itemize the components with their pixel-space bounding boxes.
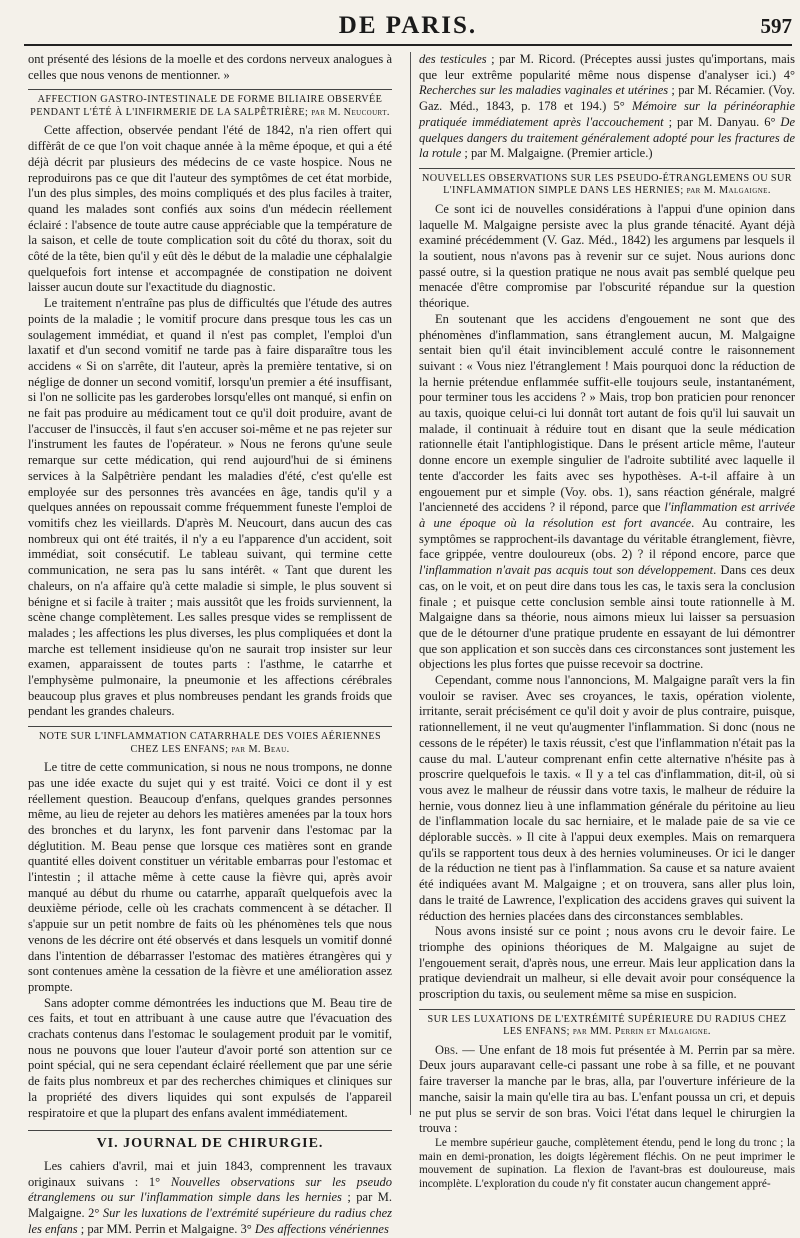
- section-author: ; par M. Neucourt.: [305, 106, 390, 118]
- section-heading-text: NOUVELLES OBSERVATIONS SUR LES PSEUDO-ÉTRANGLEMENS OU SUR L'INFLAMMATION SIMPLE DANS LES HERNIES: [422, 172, 792, 197]
- italic-title: Sur les luxations de l'extrémité supérieure du radius chez les enfans: [28, 1206, 392, 1236]
- paragraph: Cependant, comme nous l'annoncions, M. Malgaigne paraît vers la fin vouloir se raviser. Avec ses croyances, le taxis, opération violente, irritante, serait précisément ce qu'il doit y avoir de plus contraire, puisque, rationnellement, il ne veut qu'augmenter l'inflammation. Si donc (nous ne cessons de le répéter) le taxis réussit, c'est que l'inflammation n'était pas la cause du mal. L'auteur comprenant enfin cette alternative n'hésite pas à proscrire quelquefois le taxis. « Il y a tel cas d'inflammation, dit-il, où si vous avez le malheur de réussir dans votre taxis, le malheur de réduire la hernie, vous donnez lieu à une inflammation générale du péritoine au lieu de l'inflammation locale du sac herniaire, et le malade paie de sa vie ce déplorable succès. » Il cite à l'appui deux exemples. Mais on remarquera qu'ils se rapportent tous deux à des hernies volumineuses. Or ici le danger de la réduction ne tient pas à l'inflammation. Sa cause et sa nature avaient été indiquées avant M. Malgaigne ; et on trouvera, sans aller plus loin, dans le traité de Lawrence, l'explication des accidens graves qui suivent la réduction des hernies placées dans des circonstances semblables.: [419, 673, 795, 923]
- italic-title: Recherches sur les maladies vaginales et utérines: [419, 83, 669, 98]
- left-column: [28, 52, 392, 1236]
- section-heading-beau: [28, 726, 392, 756]
- paragraph: Ce sont ici de nouvelles considérations à l'appui d'une opinion dans laquelle M. Malgaigne persiste avec la plus grande ténacité. Ayant déjà examiné précédemment (V. Gaz. Méd., 1842) les argumens par lesquels il la soutient, nous n'avons pas à revenir sur ce sujet. Nous aurions donc passé outre, si la question pratique ne nous avait pas semblé quelque peu menacée d'être compromise par l'obscurité répandue sur la question théorique.: [419, 201, 795, 311]
- text-run: ; par M. Malgaigne. 2°: [28, 1190, 392, 1221]
- paragraph: [419, 312, 795, 673]
- observation-label: Obs.: [435, 1042, 459, 1057]
- paragraph: Nous avons insisté sur ce point ; nous avons cru le devoir faire. Le triomphe des opinions théoriques de M. Malgaigne au sujet de l'engouement serait, d'après nous, une erreur. Mais leur application dans la pratique deviendrait un malheur, si elle devait avoir pour conséquence la proscription du taxis, ou seulement même sa mise en suspicion.: [419, 924, 795, 1002]
- paragraph: Le titre de cette communication, si nous ne nous trompons, ne donne pas une idée exacte du sujet qui y est traité. Voici ce dont il y est réellement question. Beaucoup d'enfans, quelques grandes personnes même, au lieu de rejeter au dehors les matières amenées par la toux hors des bronches et du larynx, les font parvenir dans l'estomac par la déglutition. M. Beau pense que lorsque ces matières sont en grande quantité elles doivent constituer un véritable embarras pour l'estomac et l'intestin ; il attache même à cette cause la fièvre qui, après avoir manqué au début du rhume ou catarrhe, apparaît quelquefois avec la deuxième période, celle où les crachats commencent à se détacher. Il s'appuie sur un petit nombre de faits où les phénomènes tels que nous venons de les décrire ont été observés et dans lesquels un vomitif donné dans l'intention de débarrasser l'estomac des matières étrangères qui y sont contenues amène la cessation de la fièvre et une amélioration assez prompte.: [28, 760, 392, 994]
- paragraph-small: Le membre supérieur gauche, complètement étendu, pend le long du tronc ; la main en demi-pronation, les doigts légèrement fléchis. On ne peut imprimer le mouvement de supination. La flexion de l'avant-bras est douloureuse, mais incomplète. L'exploration du coude n'y fit constater aucun changement appré-: [419, 1137, 795, 1190]
- italic-quote: l'inflammation n'avait pas acquis tout son développement: [419, 563, 714, 578]
- running-title: DE PARIS.: [338, 12, 478, 39]
- paragraph-contents-list-cont: [419, 52, 795, 162]
- paragraph: Le traitement n'entraîne pas plus de difficultés que l'étude des autres points de la maladie ; le vomitif procure dans presque tous les cas un soulagement immédiat, et quand il n'est pas complet, l'emploi d'un laxatif et d'un second vomitif ne tarde pas à faire disparaître tous les accidens « Si on s'arrête, dit l'auteur, après la première tentative, si on néglige de donner un second vomitif, lorsqu'un premier a été insuffisant, si l'on ne sollicite pas les garderobes lorsqu'elles ont manqué, si enfin on ne fait pas produire au médicament tout ce qu'il doit produire, avant de l'accuser de l'insuccès, il faut s'en accuser soi-même et ne pas rejeter sur l'instrument les fautes de l'opérateur. » Nous ne ferons qu'une seule remarque sur cette médication, qui rend aujourd'hui de si éminens services à la Salpêtrière pendant les maladies d'été, c'est qu'elle est employée sur des personnes très avancées en âge, tandis qu'il y a quelques années on repoussait comme fréquemment funeste l'emploi de vomitifs chez les vieillards. D'après M. Neucourt, dans aucun des cas nombreux qui ont été traités, il n'y a eu l'apparence d'un accident, soit immédiat, soit consécutif. Le tableau suivant, qui termine cette communication, ne sera pas lu sans intérêt. « Tant que durent les chaleurs, on n'a affaire qu'à cette maladie si simple, le plus souvent si bénigne et si facile à traiter ; mais aussitôt que les froids surviennent, la scène change complètement. Les salles presque vides se remplissent de malades ; les affections les plus diverses, les plus compliquées et dont la marche est tellement insidieuse qu'on ne saurait trop insister sur leur examen, apparaissent de toutes parts : l'asthme, le catarrhe et l'emphysème pulmonaire, la pneumonie et les affections cérébrales beaucoup plus graves et plus nombreuses pendant les grands froids que pendant les grandes chaleurs.: [28, 296, 392, 719]
- section-author: ; par M. Beau.: [225, 743, 290, 755]
- paragraph: Cette affection, observée pendant l'été de 1842, n'a rien offert qui diffèrât de ce que l'on voit chaque année à la même époque, et qui a été déjà décrit par plusieurs des médecins de ce vaste hospice. Nous ne reproduirons pas ce que dit l'auteur des symptômes de cet état morbide, l'un des plus simples, des moins compliqués et des plus faciles à traiter, quand les malades sont confiés aux soins d'un médecin réellement éclairé : l'absence de toute autre cause appréciable que la température de la saison, et celle de toute complication soit du côté du thorax, soit du côté de la tête, bien qu'il y eût dès le début de la maladie une céphalalgie quelquefois fort intense et accompagnée de constipation ne doivent laisser aucun doute sur l'exactitude du diagnostic.: [28, 123, 392, 295]
- text-run: Les cahiers d'avril, mai et juin 1843, comprennent les travaux originaux suivans : 1°: [28, 1159, 392, 1189]
- section-heading-radius: [419, 1009, 795, 1039]
- text-run: . Dans ces deux cas, on le voit, et on peut dire dans tous les cas, le taxis sera la conclusion finale ; et puisque cette conclusion semble ainsi toute rationnelle à M. Malgaigne dans sa théorie, nous aimons mieux lui laisser sa persuasion que de le détourner d'une pratique prudente en essayant de lui démontrer que son application et son succès dans ces circonstances sont justement les objections les plus fortes que puisse recevoir sa doctrine.: [419, 563, 796, 672]
- right-column: [410, 52, 796, 1190]
- text-run: ; par M. Ricord. (Préceptes aussi justes qu'importans, mais que leur extrême popularité même nous dispense d'analyser ici.) 4°: [419, 52, 795, 82]
- italic-title: De quelques dangers du traitement généralement adopté pour les fractures de la rotule: [419, 114, 795, 161]
- text-run: ; par M. Malgaigne. (Premier article.): [461, 146, 653, 161]
- text-run: ; par M. Récamier. (Voy. Gaz. Méd., 1843, p. 178 et 194.) 5°: [419, 83, 795, 114]
- page-header: [24, 12, 792, 46]
- section-heading-hernies: [419, 168, 795, 198]
- section-heading-salpetriere: [28, 89, 392, 119]
- section-heading-text: NOTE SUR L'INFLAMMATION CATARRHALE DES VOIES AÉRIENNES CHEZ LES ENFANS: [38, 731, 382, 755]
- section-author: ; par MM. Perrin et Malgaigne.: [566, 1026, 711, 1038]
- italic-quote: l'inflammation est arrivée à une époque où la résolution est fort avancée: [419, 500, 795, 530]
- text-run: En soutenant que les accidens d'engouement ne sont que des phénomènes d'inflammation, sans étranglement aucun, M. Malgaigne sentait bien qu'il était invinciblement acculé contre le raisonnement suivant : « Vous niez l'étranglement ! Mais pourquoi donc la réduction de la hernie prétendue enflammée suffit-elle toujours seule, instantanément, pour terminer tous les accidens ? » Mais, trop bon praticien pour renoncer au taxis, quoique celui-ci lui donnât tort autant de fois qu'il lui sauvait un malade, il continuait à réduire tout en disant que la seule médication rationnelle était l'antiphlogistique. Dans le présent article même, l'auteur donne encore un exemple singulier de l'adroite subtilité avec laquelle il tente d'accorder les faits avec ses hypothèses. A-t-il affaire à un engouement pur et simple (Voy. obs. 1), sans réaction générale, malgré l'ancienneté des accidens ? il répond, parce que: [419, 311, 795, 515]
- text-run: ; par MM. Perrin et Malgaigne. 3°: [77, 1221, 255, 1236]
- section-heading-text: AFFECTION GASTRO-INTESTINALE DE FORME BILIAIRE OBSERVÉE PENDANT L'ÉTÉ À L'INFIRMERIE DE LA SALPÊTRIÈRE: [30, 94, 383, 118]
- paragraph-observation: [419, 1043, 795, 1137]
- text-run: — Une enfant de 18 mois fut présentée à M. Perrin par sa mère. Deux jours auparavant celle-ci passant une robe à sa fille, et ne pouvant faire traverser la manche par le bras, alla, par l'ouverture inférieure de la manche, saisir la main qu'elle tira au bas. L'enfant poussa un cri, et depuis ne put plus se servir de son bras. Voici l'état dans lequel le chirurgien la trouva :: [419, 1042, 795, 1136]
- continuation-paragraph: ont présenté des lésions de la moelle et des cordons nerveux analogues à celles que nous venons de mentionner. »: [28, 52, 392, 82]
- italic-title: des testicules: [419, 52, 487, 66]
- italic-title: Mémoire sur la périnéoraphie pratiquée immédiatement après l'accouchement: [419, 99, 796, 129]
- text-run: ; par M. Danyau. 6°: [663, 114, 781, 129]
- text-run: . Au contraire, les symptômes se rapprochent-ils davantage du véritable étranglement, fièvre, face grippée, ventre douloureux (obs. 2) ? il répond encore, parce que: [419, 515, 796, 562]
- italic-title: Des affections vénériennes: [254, 1221, 389, 1236]
- italic-title: Nouvelles observations sur les pseudo étranglemens ou sur l'inflammation simple dans les hernies: [28, 1174, 392, 1205]
- section-author: ; par M. Malgaigne.: [680, 185, 771, 197]
- chapter-heading: VI. JOURNAL DE CHIRURGIE.: [28, 1130, 392, 1152]
- section-heading-text: SUR LES LUXATIONS DE L'EXTRÉMITÉ SUPÉRIEURE DU RADIUS CHEZ LES ENFANS: [427, 1013, 787, 1038]
- page-number: 597: [760, 14, 792, 38]
- paragraph: Sans adopter comme démontrées les inductions que M. Beau tire de ces faits, et tout en attribuant à une cause autre que l'évacuation des crachats contenus dans l'estomac le soulagement produit par le vomitif, nous ne pouvons que louer l'auteur d'avoir porté son attention sur ce point spécial, qui ne sera cependant éclairé réellement que par une série de faits plus nombreux et par des recherches chimiques et cliniques sur la propriété des divers liquides qui sont expulsés de l'appareil respiratoire et que la plupart des enfans avalent immédiatement.: [28, 995, 392, 1120]
- paragraph-contents-list: [28, 1159, 392, 1238]
